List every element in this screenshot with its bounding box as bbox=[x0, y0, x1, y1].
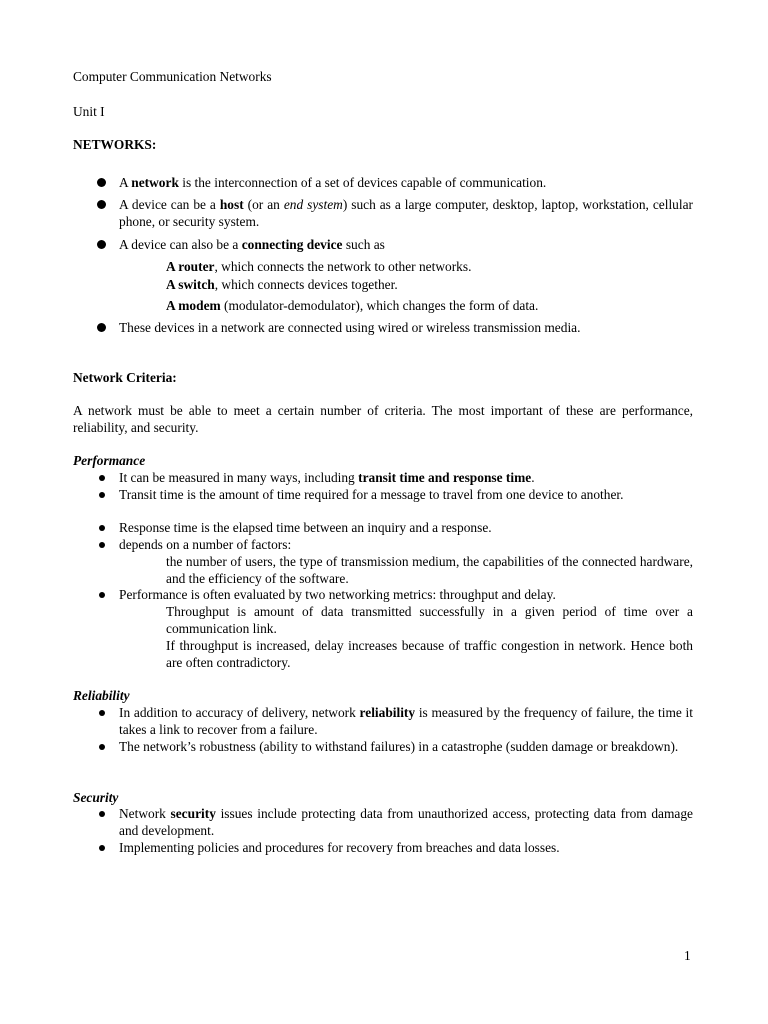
factors-list: the number of users, the type of transmission medium, the capabilities of the connected hardware, and the efficiency of the software. bbox=[166, 554, 693, 586]
tradeoff-text: If throughput is increased, delay increases because of traffic congestion in network. Hence both are often contradictory. bbox=[166, 638, 693, 670]
transit-time-text: Transit time is the amount of time required for a message to travel from one device to another. bbox=[119, 487, 624, 502]
bullet-icon bbox=[97, 178, 106, 187]
reliability-text: In addition to accuracy of delivery, network reliability is measured by the frequency of failure, the time it takes a link to recover from a failure. bbox=[119, 705, 693, 737]
recovery-policies-text: Implementing policies and procedures for recovery from breaches and data losses. bbox=[119, 840, 560, 855]
reliability-heading: Reliability bbox=[73, 688, 130, 703]
transmission-media-text: These devices in a network are connected using wired or wireless transmission media. bbox=[119, 320, 581, 335]
connecting-device-definition: A device can also be a connecting device such as bbox=[119, 237, 385, 252]
robustness-text: The network’s robustness (ability to withstand failures) in a catastrophe (sudden damage or breakdown). bbox=[119, 739, 679, 754]
device-modem: A modem (modulator-demodulator), which changes the form of data. bbox=[166, 298, 539, 313]
throughput-text: Throughput is amount of data transmitted successfully in a given period of time over a communication link. bbox=[166, 604, 693, 636]
factors-intro: depends on a number of factors: bbox=[119, 537, 292, 552]
bullet-icon bbox=[99, 525, 105, 531]
bullet-icon bbox=[99, 710, 105, 716]
bullet-icon bbox=[97, 200, 106, 209]
page-number: 1 bbox=[684, 948, 691, 963]
host-definition: A device can be a host (or an end system) such as a large computer, desktop, laptop, workstation, cellular phone, or security system. bbox=[119, 197, 693, 229]
metrics-text: Performance is often evaluated by two networking metrics: throughput and delay. bbox=[119, 587, 556, 602]
bullet-icon bbox=[99, 811, 105, 817]
bullet-icon bbox=[99, 492, 105, 498]
security-heading: Security bbox=[73, 790, 119, 805]
criteria-heading: Network Criteria: bbox=[73, 370, 177, 385]
bullet-icon bbox=[97, 240, 106, 249]
network-definition: A network is the interconnection of a set of devices capable of communication. bbox=[119, 175, 547, 190]
criteria-intro: A network must be able to meet a certain number of criteria. The most important of these are performance, reliability, and security. bbox=[73, 403, 693, 435]
device-switch: A switch, which connects devices together. bbox=[166, 277, 398, 292]
bullet-icon bbox=[99, 475, 105, 481]
device-router: A router, which connects the network to other networks. bbox=[166, 259, 472, 274]
unit-label: Unit I bbox=[73, 104, 105, 119]
bullet-icon bbox=[99, 592, 105, 598]
document-title: Computer Communication Networks bbox=[73, 69, 272, 84]
bullet-icon bbox=[99, 542, 105, 548]
bullet-icon bbox=[99, 845, 105, 851]
bullet-icon bbox=[97, 323, 106, 332]
performance-heading: Performance bbox=[73, 453, 146, 468]
bullet-icon bbox=[99, 744, 105, 750]
security-text: Network security issues include protecting data from unauthorized access, protecting data from damage and development. bbox=[119, 806, 693, 838]
performance-measure: It can be measured in many ways, including transit time and response time. bbox=[119, 470, 535, 485]
response-time-text: Response time is the elapsed time between an inquiry and a response. bbox=[119, 520, 492, 535]
networks-heading: NETWORKS: bbox=[73, 137, 157, 152]
